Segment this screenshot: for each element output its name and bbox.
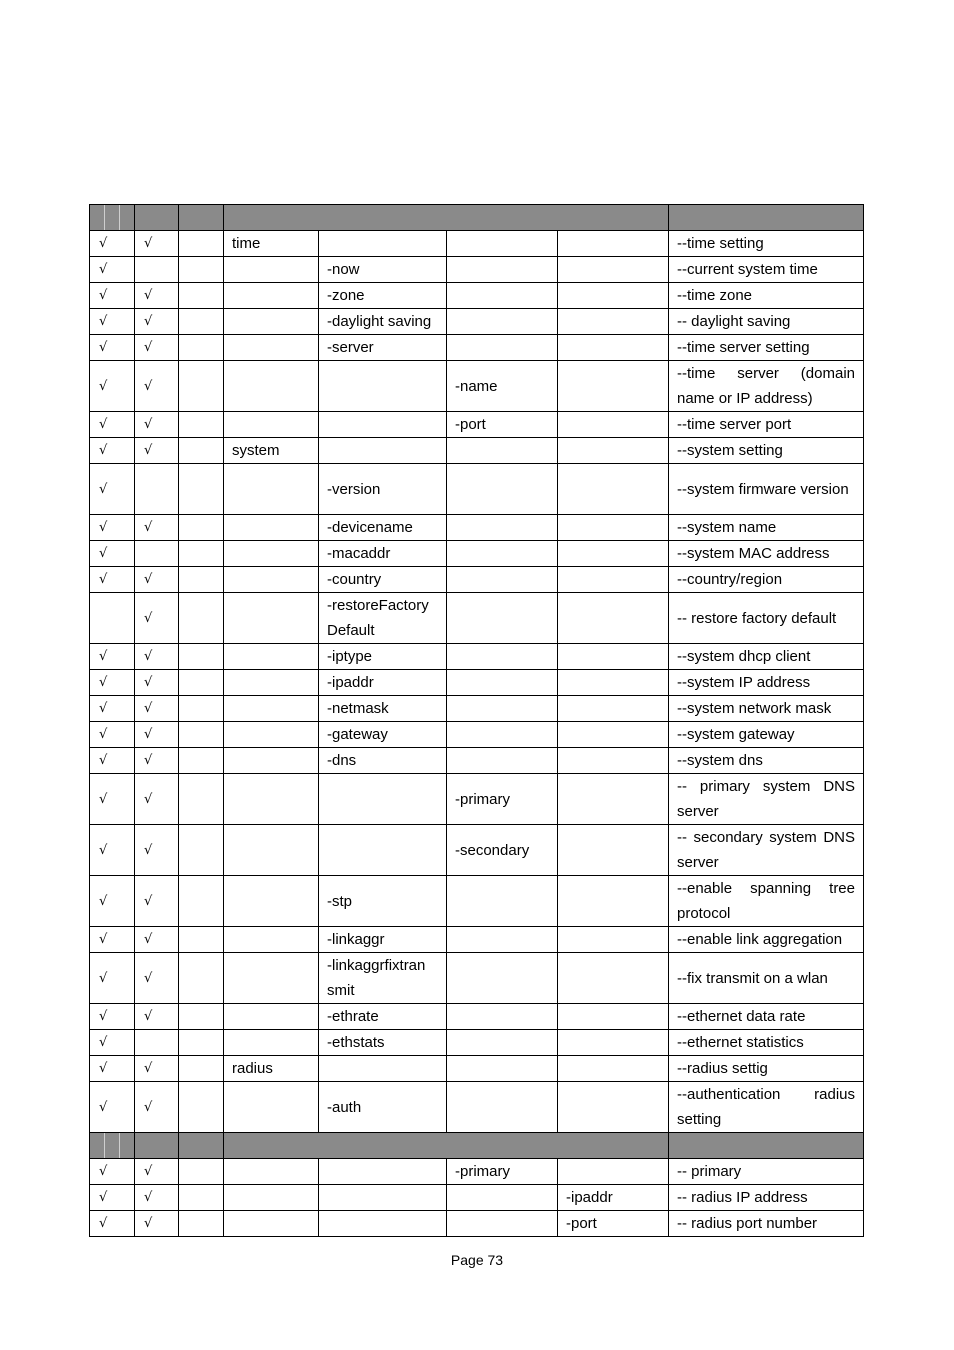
check-col-3 bbox=[179, 1056, 224, 1082]
level-4-cell bbox=[558, 722, 669, 748]
level-3-cell bbox=[447, 1004, 558, 1030]
level-1-cell bbox=[224, 825, 319, 876]
check-col-2: √ bbox=[135, 927, 179, 953]
level-3-cell bbox=[447, 464, 558, 515]
description-cell: --system IP address bbox=[669, 670, 864, 696]
check-col-2: √ bbox=[135, 696, 179, 722]
check-col-1: √ bbox=[90, 1185, 135, 1211]
level-3-cell: -primary bbox=[447, 774, 558, 825]
description-cell: --system firmware version bbox=[669, 464, 864, 515]
check-col-2: √ bbox=[135, 412, 179, 438]
check-col-3 bbox=[179, 464, 224, 515]
check-col-2: √ bbox=[135, 567, 179, 593]
check-col-1: √ bbox=[90, 283, 135, 309]
check-col-2: √ bbox=[135, 670, 179, 696]
description-cell: --system network mask bbox=[669, 696, 864, 722]
level-3-cell bbox=[447, 257, 558, 283]
check-col-2: √ bbox=[135, 283, 179, 309]
check-col-2: √ bbox=[135, 515, 179, 541]
check-col-3 bbox=[179, 361, 224, 412]
level-3-cell bbox=[447, 335, 558, 361]
level-3-cell bbox=[447, 1211, 558, 1237]
description-cell: --enable link aggregation bbox=[669, 927, 864, 953]
table-row bbox=[90, 1159, 864, 1185]
level-4-cell bbox=[558, 1004, 669, 1030]
header-cell-1 bbox=[90, 205, 135, 231]
check-col-1: √ bbox=[90, 515, 135, 541]
table-row bbox=[90, 670, 864, 696]
description-cell: --current system time bbox=[669, 257, 864, 283]
level-2-cell: -linkaggr bbox=[319, 927, 447, 953]
level-2-cell: -auth bbox=[319, 1082, 447, 1133]
table-row bbox=[90, 309, 864, 335]
table-row bbox=[90, 567, 864, 593]
check-col-1: √ bbox=[90, 1159, 135, 1185]
level-2-cell: -iptype bbox=[319, 644, 447, 670]
table-row bbox=[90, 1082, 864, 1133]
check-col-3 bbox=[179, 541, 224, 567]
level-2-cell: -server bbox=[319, 335, 447, 361]
level-1-cell bbox=[224, 1185, 319, 1211]
level-3-cell bbox=[447, 670, 558, 696]
table-row bbox=[90, 774, 864, 825]
table-row bbox=[90, 1004, 864, 1030]
check-col-3 bbox=[179, 696, 224, 722]
level-1-cell bbox=[224, 361, 319, 412]
description-cell: --system dhcp client bbox=[669, 644, 864, 670]
check-col-3 bbox=[179, 1030, 224, 1056]
description-cell: -- primary system DNS server bbox=[669, 774, 864, 825]
level-2-cell bbox=[319, 438, 447, 464]
level-3-cell bbox=[447, 644, 558, 670]
level-3-cell: -name bbox=[447, 361, 558, 412]
table-row bbox=[90, 1030, 864, 1056]
check-col-1: √ bbox=[90, 953, 135, 1004]
level-2-cell: -now bbox=[319, 257, 447, 283]
level-3-cell: -primary bbox=[447, 1159, 558, 1185]
table-row bbox=[90, 876, 864, 927]
level-4-cell bbox=[558, 335, 669, 361]
description-cell: --system setting bbox=[669, 438, 864, 464]
level-1-cell bbox=[224, 774, 319, 825]
level-3-cell bbox=[447, 1056, 558, 1082]
level-1-cell: time bbox=[224, 231, 319, 257]
level-4-cell bbox=[558, 1030, 669, 1056]
description-cell: --time zone bbox=[669, 283, 864, 309]
level-3-cell bbox=[447, 927, 558, 953]
subheader-cell bbox=[179, 1133, 224, 1159]
check-col-2: √ bbox=[135, 1004, 179, 1030]
description-cell: --authentication radius setting bbox=[669, 1082, 864, 1133]
check-col-2: √ bbox=[135, 1159, 179, 1185]
table-row bbox=[90, 515, 864, 541]
level-1-cell bbox=[224, 1030, 319, 1056]
check-col-1: √ bbox=[90, 438, 135, 464]
table-row bbox=[90, 335, 864, 361]
subheader-cell bbox=[135, 1133, 179, 1159]
level-1-cell bbox=[224, 1211, 319, 1237]
check-col-3 bbox=[179, 953, 224, 1004]
description-cell: --ethernet statistics bbox=[669, 1030, 864, 1056]
check-col-3 bbox=[179, 748, 224, 774]
level-4-cell bbox=[558, 309, 669, 335]
table-row bbox=[90, 361, 864, 412]
level-1-cell bbox=[224, 335, 319, 361]
check-col-1: √ bbox=[90, 696, 135, 722]
check-col-2: √ bbox=[135, 876, 179, 927]
level-1-cell bbox=[224, 748, 319, 774]
description-cell: --fix transmit on a wlan bbox=[669, 953, 864, 1004]
check-col-3 bbox=[179, 438, 224, 464]
level-4-cell bbox=[558, 464, 669, 515]
level-3-cell bbox=[447, 1082, 558, 1133]
check-col-1: √ bbox=[90, 927, 135, 953]
check-col-3 bbox=[179, 825, 224, 876]
check-col-3 bbox=[179, 1082, 224, 1133]
level-1-cell bbox=[224, 283, 319, 309]
check-col-1: √ bbox=[90, 1030, 135, 1056]
level-4-cell bbox=[558, 438, 669, 464]
level-4-cell bbox=[558, 748, 669, 774]
level-4-cell bbox=[558, 927, 669, 953]
description-cell: --country/region bbox=[669, 567, 864, 593]
check-col-2: √ bbox=[135, 438, 179, 464]
table-row bbox=[90, 722, 864, 748]
level-1-cell bbox=[224, 696, 319, 722]
description-cell: --ethernet data rate bbox=[669, 1004, 864, 1030]
level-2-cell: -gateway bbox=[319, 722, 447, 748]
description-cell: -- primary bbox=[669, 1159, 864, 1185]
check-col-1: √ bbox=[90, 644, 135, 670]
header-cell-command bbox=[224, 205, 669, 231]
check-col-1: √ bbox=[90, 541, 135, 567]
level-4-cell bbox=[558, 567, 669, 593]
description-cell: --radius settig bbox=[669, 1056, 864, 1082]
level-1-cell bbox=[224, 541, 319, 567]
level-1-cell bbox=[224, 309, 319, 335]
level-4-cell bbox=[558, 257, 669, 283]
check-col-2: √ bbox=[135, 722, 179, 748]
check-col-3 bbox=[179, 644, 224, 670]
description-cell: --time server port bbox=[669, 412, 864, 438]
level-3-cell: -port bbox=[447, 412, 558, 438]
description-cell: -- radius port number bbox=[669, 1211, 864, 1237]
check-col-2: √ bbox=[135, 309, 179, 335]
check-col-1: √ bbox=[90, 361, 135, 412]
level-2-cell bbox=[319, 825, 447, 876]
check-col-1: √ bbox=[90, 1056, 135, 1082]
level-4-cell bbox=[558, 283, 669, 309]
check-col-1: √ bbox=[90, 722, 135, 748]
level-4-cell: -ipaddr bbox=[558, 1185, 669, 1211]
check-col-3 bbox=[179, 670, 224, 696]
table-row bbox=[90, 593, 864, 644]
header-cell-description bbox=[669, 205, 864, 231]
check-col-1: √ bbox=[90, 335, 135, 361]
level-4-cell: -port bbox=[558, 1211, 669, 1237]
check-col-2: √ bbox=[135, 231, 179, 257]
check-col-3 bbox=[179, 1211, 224, 1237]
level-2-cell: -stp bbox=[319, 876, 447, 927]
description-cell: --time server (domain name or IP address) bbox=[669, 361, 864, 412]
level-2-cell bbox=[319, 774, 447, 825]
check-col-3 bbox=[179, 1159, 224, 1185]
level-4-cell bbox=[558, 644, 669, 670]
check-col-3 bbox=[179, 876, 224, 927]
level-4-cell bbox=[558, 231, 669, 257]
level-2-cell: -ethrate bbox=[319, 1004, 447, 1030]
table-row bbox=[90, 257, 864, 283]
check-col-1: √ bbox=[90, 231, 135, 257]
level-4-cell bbox=[558, 541, 669, 567]
check-col-1: √ bbox=[90, 670, 135, 696]
level-2-cell: -linkaggrfixtran smit bbox=[319, 953, 447, 1004]
header-cell-3 bbox=[179, 205, 224, 231]
level-2-cell bbox=[319, 361, 447, 412]
level-1-cell bbox=[224, 953, 319, 1004]
level-1-cell bbox=[224, 257, 319, 283]
check-col-1 bbox=[90, 593, 135, 644]
check-col-2: √ bbox=[135, 1056, 179, 1082]
description-cell: --enable spanning tree protocol bbox=[669, 876, 864, 927]
level-1-cell bbox=[224, 1159, 319, 1185]
description-cell: -- radius IP address bbox=[669, 1185, 864, 1211]
check-col-3 bbox=[179, 593, 224, 644]
table-row bbox=[90, 748, 864, 774]
level-2-cell bbox=[319, 1056, 447, 1082]
level-1-cell bbox=[224, 722, 319, 748]
level-2-cell: -restoreFactory Default bbox=[319, 593, 447, 644]
check-col-2: √ bbox=[135, 825, 179, 876]
level-1-cell bbox=[224, 412, 319, 438]
check-col-2 bbox=[135, 257, 179, 283]
check-col-2: √ bbox=[135, 1185, 179, 1211]
table-row bbox=[90, 825, 864, 876]
check-col-2: √ bbox=[135, 1082, 179, 1133]
level-1-cell bbox=[224, 593, 319, 644]
check-col-1: √ bbox=[90, 1082, 135, 1133]
cli-command-table bbox=[89, 204, 864, 1237]
level-3-cell bbox=[447, 876, 558, 927]
table-subheader-row bbox=[90, 1133, 864, 1159]
description-cell: -- restore factory default bbox=[669, 593, 864, 644]
check-col-2: √ bbox=[135, 774, 179, 825]
level-3-cell bbox=[447, 748, 558, 774]
check-col-1: √ bbox=[90, 774, 135, 825]
table-header-row bbox=[90, 205, 864, 231]
check-col-2 bbox=[135, 1030, 179, 1056]
level-4-cell bbox=[558, 876, 669, 927]
check-col-2: √ bbox=[135, 1211, 179, 1237]
description-cell: --system dns bbox=[669, 748, 864, 774]
level-2-cell: -version bbox=[319, 464, 447, 515]
check-col-1: √ bbox=[90, 825, 135, 876]
level-2-cell: -ethstats bbox=[319, 1030, 447, 1056]
level-3-cell bbox=[447, 593, 558, 644]
table-row bbox=[90, 953, 864, 1004]
check-col-3 bbox=[179, 927, 224, 953]
check-col-1: √ bbox=[90, 412, 135, 438]
check-col-3 bbox=[179, 515, 224, 541]
table-row bbox=[90, 412, 864, 438]
table-row bbox=[90, 696, 864, 722]
check-col-1: √ bbox=[90, 748, 135, 774]
check-col-3 bbox=[179, 309, 224, 335]
level-4-cell bbox=[558, 1056, 669, 1082]
description-cell: --time server setting bbox=[669, 335, 864, 361]
table-row bbox=[90, 1211, 864, 1237]
check-col-2 bbox=[135, 541, 179, 567]
table-row bbox=[90, 438, 864, 464]
check-col-1: √ bbox=[90, 464, 135, 515]
level-2-cell: -zone bbox=[319, 283, 447, 309]
table-row bbox=[90, 1056, 864, 1082]
description-cell: -- daylight saving bbox=[669, 309, 864, 335]
check-col-2: √ bbox=[135, 593, 179, 644]
level-4-cell bbox=[558, 774, 669, 825]
level-1-cell bbox=[224, 670, 319, 696]
check-col-2: √ bbox=[135, 644, 179, 670]
level-3-cell bbox=[447, 1030, 558, 1056]
level-2-cell bbox=[319, 1185, 447, 1211]
table-row bbox=[90, 1185, 864, 1211]
check-col-1: √ bbox=[90, 1004, 135, 1030]
check-col-3 bbox=[179, 231, 224, 257]
check-col-2: √ bbox=[135, 748, 179, 774]
level-2-cell: -devicename bbox=[319, 515, 447, 541]
table-body bbox=[90, 205, 864, 1237]
level-2-cell: -ipaddr bbox=[319, 670, 447, 696]
level-4-cell bbox=[558, 1082, 669, 1133]
check-col-3 bbox=[179, 257, 224, 283]
check-col-2: √ bbox=[135, 953, 179, 1004]
check-col-1: √ bbox=[90, 309, 135, 335]
table-row bbox=[90, 927, 864, 953]
level-1-cell bbox=[224, 927, 319, 953]
subheader-cell bbox=[669, 1133, 864, 1159]
table-row bbox=[90, 644, 864, 670]
check-col-3 bbox=[179, 1004, 224, 1030]
level-1-cell bbox=[224, 876, 319, 927]
level-2-cell bbox=[319, 412, 447, 438]
description-cell: --system MAC address bbox=[669, 541, 864, 567]
level-1-cell bbox=[224, 644, 319, 670]
level-4-cell bbox=[558, 593, 669, 644]
page-number: Page 73 bbox=[450, 1252, 504, 1268]
level-2-cell: -macaddr bbox=[319, 541, 447, 567]
check-col-3 bbox=[179, 335, 224, 361]
level-2-cell bbox=[319, 231, 447, 257]
check-col-3 bbox=[179, 412, 224, 438]
level-3-cell bbox=[447, 515, 558, 541]
check-col-2: √ bbox=[135, 335, 179, 361]
header-cell-2 bbox=[135, 205, 179, 231]
check-col-3 bbox=[179, 283, 224, 309]
level-1-cell bbox=[224, 464, 319, 515]
level-4-cell bbox=[558, 953, 669, 1004]
level-4-cell bbox=[558, 412, 669, 438]
check-col-3 bbox=[179, 567, 224, 593]
level-3-cell bbox=[447, 567, 558, 593]
check-col-1: √ bbox=[90, 257, 135, 283]
level-3-cell: -secondary bbox=[447, 825, 558, 876]
table-row bbox=[90, 231, 864, 257]
table-row bbox=[90, 283, 864, 309]
level-2-cell: -country bbox=[319, 567, 447, 593]
level-3-cell bbox=[447, 309, 558, 335]
level-3-cell bbox=[447, 696, 558, 722]
level-1-cell bbox=[224, 515, 319, 541]
level-4-cell bbox=[558, 696, 669, 722]
level-3-cell bbox=[447, 1185, 558, 1211]
level-3-cell bbox=[447, 231, 558, 257]
level-3-cell bbox=[447, 722, 558, 748]
check-col-1: √ bbox=[90, 567, 135, 593]
level-2-cell bbox=[319, 1159, 447, 1185]
level-4-cell bbox=[558, 515, 669, 541]
check-col-2: √ bbox=[135, 361, 179, 412]
level-2-cell: -daylight saving bbox=[319, 309, 447, 335]
level-2-cell: -netmask bbox=[319, 696, 447, 722]
subheader-cell bbox=[224, 1133, 669, 1159]
check-col-1: √ bbox=[90, 1211, 135, 1237]
check-col-3 bbox=[179, 722, 224, 748]
level-3-cell bbox=[447, 438, 558, 464]
level-1-cell: system bbox=[224, 438, 319, 464]
check-col-3 bbox=[179, 774, 224, 825]
table-row bbox=[90, 464, 864, 515]
level-4-cell bbox=[558, 825, 669, 876]
level-3-cell bbox=[447, 541, 558, 567]
description-cell: -- secondary system DNS server bbox=[669, 825, 864, 876]
description-cell: --system name bbox=[669, 515, 864, 541]
level-1-cell bbox=[224, 1082, 319, 1133]
level-3-cell bbox=[447, 953, 558, 1004]
level-4-cell bbox=[558, 670, 669, 696]
level-1-cell bbox=[224, 567, 319, 593]
level-1-cell bbox=[224, 1004, 319, 1030]
table-row bbox=[90, 541, 864, 567]
subheader-cell bbox=[90, 1133, 135, 1159]
level-4-cell bbox=[558, 1159, 669, 1185]
level-2-cell: -dns bbox=[319, 748, 447, 774]
level-3-cell bbox=[447, 283, 558, 309]
level-2-cell bbox=[319, 1211, 447, 1237]
level-4-cell bbox=[558, 361, 669, 412]
check-col-1: √ bbox=[90, 876, 135, 927]
description-cell: --system gateway bbox=[669, 722, 864, 748]
check-col-2 bbox=[135, 464, 179, 515]
description-cell: --time setting bbox=[669, 231, 864, 257]
check-col-3 bbox=[179, 1185, 224, 1211]
level-1-cell: radius bbox=[224, 1056, 319, 1082]
